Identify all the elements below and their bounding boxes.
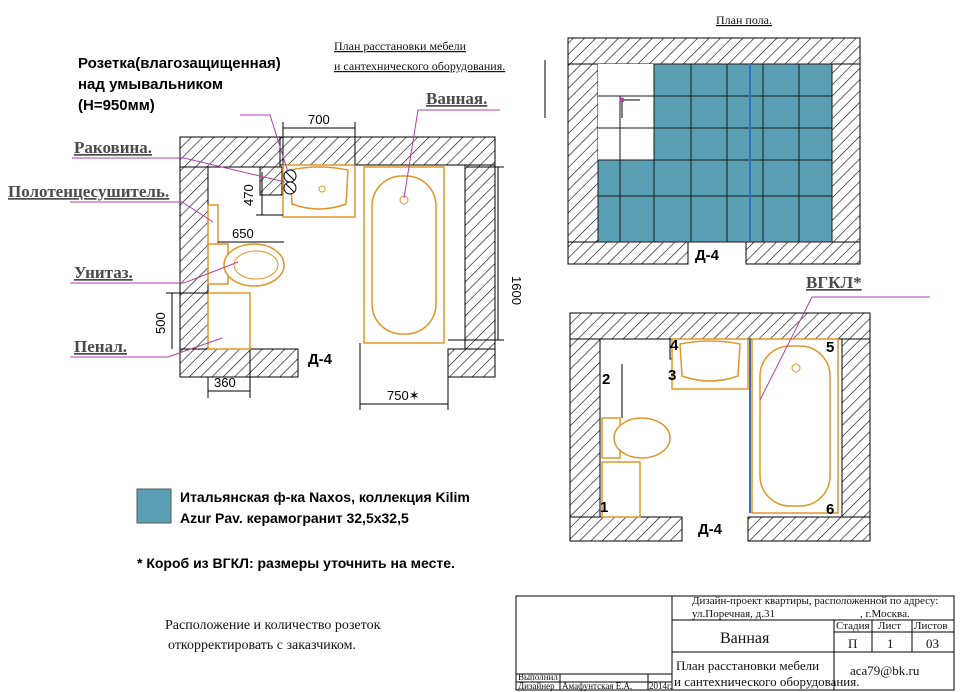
wall-plan (570, 273, 930, 541)
legend-line2: Azur Pav. керамогранит 32,5х32,5 (180, 510, 409, 526)
tb-sheets: 03 (926, 636, 939, 651)
dim-toilet-width: 650 (232, 226, 254, 241)
tb-drawing-line2: и сантехнического оборудования. (674, 674, 860, 689)
dim-bath-length: 1600 (509, 276, 524, 305)
tb-drawing-line1: План расстановки мебели (676, 658, 820, 673)
tb-email: aca79@bk.ru (850, 663, 920, 678)
wall-right (465, 165, 495, 377)
note-vgkl: ВГКЛ* (806, 273, 862, 292)
tb-address-city: , г.Москва. (860, 608, 910, 620)
wall-point-1: 1 (600, 499, 609, 516)
legend-tile-swatch (137, 489, 171, 523)
tb-designer-name: Амафунтская Е.А. (562, 681, 633, 691)
tb-stage: П (848, 636, 858, 651)
furniture-plan-title-line2: и сантехнического оборудования. (334, 59, 506, 73)
toilet (208, 244, 284, 286)
wall-top (280, 137, 495, 165)
wall-plan-toilet (602, 418, 670, 458)
door-label-wall: Д-4 (698, 521, 723, 538)
dim-cabinet-depth: 500 (153, 312, 168, 334)
furniture-plan-title-line1: План расстановки мебели (334, 39, 467, 53)
tb-stage-header: Стадия (836, 620, 870, 632)
wall-top-left (180, 137, 280, 167)
tb-designer-role: Дизайнер (518, 681, 555, 691)
footnote-vgkl: * Короб из ВГКЛ: размеры уточнить на месте. (137, 555, 455, 571)
note-sink: Раковина. (74, 138, 153, 157)
note-cabinet: Пенал. (74, 337, 128, 356)
wall-plan-sink (672, 339, 748, 389)
door-label-main: Д-4 (308, 351, 333, 368)
floor-plan (568, 13, 860, 264)
wall-point-2: 2 (602, 371, 611, 388)
floor-plan-title: План пола. (716, 13, 772, 27)
bathtub (364, 167, 444, 343)
tb-sheet: 1 (887, 636, 894, 651)
wall-left (180, 167, 208, 377)
dim-sink-depth: 470 (241, 184, 256, 206)
tb-sheet-header: Лист (878, 620, 902, 632)
note-toilet: Унитаз. (74, 263, 133, 282)
dim-sink-width: 700 (308, 112, 330, 127)
door-label-floor: Д-4 (695, 247, 720, 264)
tb-sheet-name: Ванная (720, 630, 770, 647)
tb-project-line1: Дизайн-проект квартиры, расположенной по адресу: (692, 595, 939, 607)
wall-point-5: 5 (826, 339, 835, 356)
note-socket-line3: (Н=950мм) (78, 97, 155, 114)
tb-done-by: Выполнил (518, 672, 558, 682)
tb-address-street: ул.Поречная, д.31 (692, 608, 776, 620)
wall-point-6: 6 (826, 501, 835, 518)
floor-tiles (598, 64, 832, 242)
wall-point-4: 4 (670, 337, 679, 354)
note-socket-line2: над умывальником (78, 76, 223, 93)
dim-cabinet-width: 360 (214, 375, 236, 390)
footnote-sockets-line2: откорректировать с заказчиком. (168, 638, 356, 653)
wall-bottom-left (180, 349, 298, 377)
wall-point-3: 3 (668, 367, 677, 384)
legend-line1: Итальянская ф-ка Naxos, коллекция Kilim (180, 489, 470, 505)
towel-dryer (208, 205, 218, 247)
dim-bath-width: 750✶ (387, 388, 420, 403)
tb-sheets-header: Листов (914, 620, 948, 632)
tb-year: 2014г. (649, 681, 672, 691)
note-socket-line1: Розетка(влагозащищенная) (78, 55, 281, 72)
note-bathtub: Ванная. (426, 89, 488, 108)
footnote-sockets-line1: Расположение и количество розеток (165, 618, 381, 633)
note-towel-dryer: Полотенцесушитель. (8, 182, 170, 201)
wall-bottom-right (448, 349, 495, 377)
wall-plan-bathtub (752, 339, 838, 513)
